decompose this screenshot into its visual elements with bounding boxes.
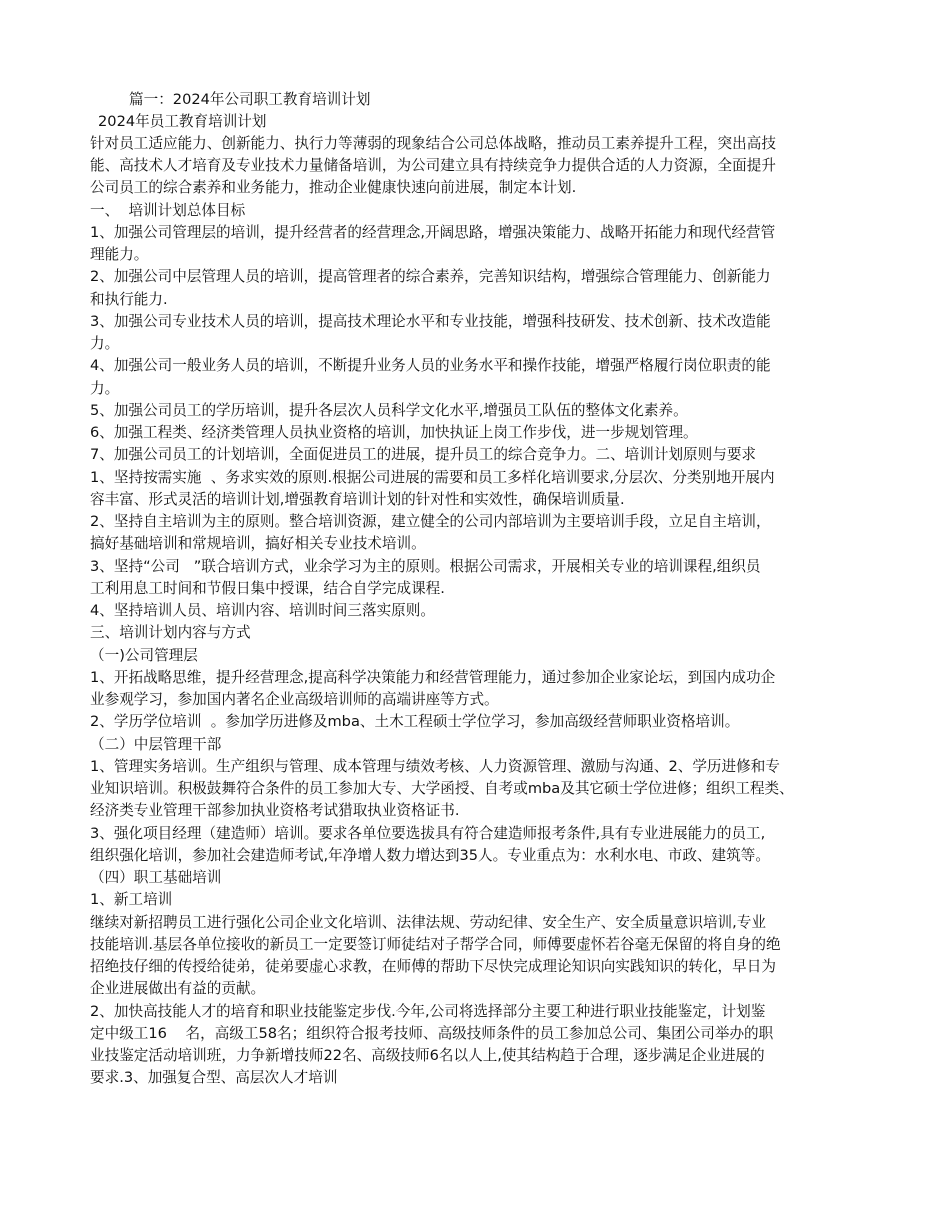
paragraph-line: 力。	[90, 335, 120, 352]
paragraph-line: 1、新工培训	[90, 891, 173, 908]
paragraph-line: 4、加强公司一般业务人员的培训，不断提升业务人员的业务水平和操作技能，增强严格履行岗位职责的能	[90, 357, 771, 374]
paragraph-line: 3、加强公司专业技术人员的培训，提高技术理论水平和专业技能，增强科技研发、技术创新、技术改造能	[90, 313, 771, 330]
paragraph-line: 经济类专业管理干部参加执业资格考试猎取执业资格证书.	[90, 802, 460, 819]
paragraph-line: 和执行能力.	[90, 291, 168, 308]
paragraph-line: 业参观学习，参加国内著名企业高级培训师的高端讲座等方式。	[90, 691, 499, 708]
paragraph-line: 2、加快高技能人才的培育和职业技能鉴定步伐.今年,公司将选择部分主要工种进行职业技能鉴定，计划鉴	[90, 1003, 766, 1020]
document-heading: 篇一：2024年公司职工教育培训计划	[129, 91, 371, 108]
paragraph-line: 2、坚持自主培训为主的原则。整合培训资源，建立健全的公司内部培训为主要培训手段，立足自主培训，	[90, 513, 771, 530]
paragraph-line: 1、开拓战略思维，提升经营理念,提高科学决策能力和经营管理能力，通过参加企业家论坛，到国内成功企	[90, 669, 776, 686]
paragraph-line: 技能培训.基层各单位接收的新员工一定要签订师徒结对子帮学合同，师傅要虚怀若谷毫无保留的将自身的绝	[90, 936, 781, 953]
paragraph-line: 3、坚持“公司 ”联合培训方式，业余学习为主的原则。根据公司需求，开展相关专业的培训课程,组织员	[90, 558, 761, 575]
section-heading: 三、培训计划内容与方式	[90, 624, 251, 641]
paragraph-line: 2、学历学位培训 。参加学历进修及mba、土木工程硕士学位学习，参加高级经营师职业资格培训。	[90, 713, 740, 730]
section-heading: 一、 培训计划总体目标	[90, 202, 246, 219]
paragraph-line: 7、加强公司员工的计划培训，全面促进员工的进展，提升员工的综合竞争力。二、培训计划原则与要求	[90, 446, 757, 463]
paragraph-line: 2、加强公司中层管理人员的培训，提高管理者的综合素养，完善知识结构，增强综合管理能力、创新能力	[90, 268, 771, 285]
paragraph-line: 力。	[90, 380, 120, 397]
paragraph-line: 公司员工的综合素养和业务能力，推动企业健康快速向前进展，制定本计划.	[90, 179, 577, 196]
subsection-heading: （二）中层管理干部	[90, 736, 222, 753]
paragraph-line: 1、坚持按需实施 、务求实效的原则.根据公司进展的需要和员工多样化培训要求,分层次、分类别地开展内	[90, 469, 775, 486]
paragraph-line: 招绝技仔细的传授给徒弟，徒弟要虚心求教，在师傅的帮助下尽快完成理论知识向实践知识的转化，早日为	[90, 958, 776, 975]
paragraph-line: 企业进展做出有益的贡献。	[90, 980, 266, 997]
paragraph-line: 理能力。	[90, 246, 149, 263]
paragraph-line: 工利用息工时间和节假日集中授课，结合自学完成课程.	[90, 580, 445, 597]
paragraph-line: 6、加强工程类、经济类管理人员执业资格的培训，加快执证上岗工作步伐，进一步规划管理。	[90, 424, 698, 441]
subsection-heading: （四）职工基础培训	[90, 869, 222, 886]
paragraph-line: 3、强化项目经理（建造师）培训。要求各单位要选拔具有符合建造师报考条件,具有专业进展能力的员工,	[90, 825, 766, 842]
paragraph-line: 继续对新招聘员工进行强化公司企业文化培训、法律法规、劳动纪律、安全生产、安全质量意识培训,专业	[90, 914, 766, 931]
subsection-heading: （一)公司管理层	[90, 647, 198, 664]
paragraph-line: 针对员工适应能力、创新能力、执行力等薄弱的现象结合公司总体战略，推动员工素养提升工程，突出高技	[90, 135, 776, 152]
paragraph-line: 1、管理实务培训。生产组织与管理、成本管理与绩效考核、人力资源管理、激励与沟通、2、学历进修和专	[90, 758, 780, 775]
paragraph-line: 要求.3、加强复合型、高层次人才培训	[90, 1069, 338, 1086]
paragraph-line: 组织强化培训，参加社会建造师考试,年净增人数力增达到35人。专业重点为：水利水电、市政、建筑等。	[90, 847, 770, 864]
paragraph-line: 1、加强公司管理层的培训，提升经营者的经营理念,开阔思路，增强决策能力、战略开拓能力和现代经营管	[90, 224, 776, 241]
paragraph-line: 定中级工16 名，高级工58名；组织符合报考技师、高级技师条件的员工参加总公司、集团公司举办的职	[90, 1025, 774, 1042]
paragraph-line: 业知识培训。积极鼓舞符合条件的员工参加大专、大学函授、自考或mba及其它硕士学位进修；组织工程类、	[90, 780, 794, 797]
paragraph-line: 5、加强公司员工的学历培训，提升各层次人员科学文化水平,增强员工队伍的整体文化素养。	[90, 402, 688, 419]
paragraph-line: 能、高技术人才培育及专业技术力量储备培训，为公司建立具有持续竞争力提供合适的人力资源，全面提升	[90, 157, 776, 174]
paragraph-line: 容丰富、形式灵活的培训计划,增强教育培训计划的针对性和实效性，确保培训质量.	[90, 491, 625, 508]
paragraph-line: 搞好基础培训和常规培训，搞好相关专业技术培训。	[90, 535, 426, 552]
document-subheading: 2024年员工教育培训计划	[98, 113, 267, 130]
paragraph-line: 业技鉴定活动培训班，力争新增技师22名、高级技师6名以人上,使其结构趋于合理，逐步满足企业进展的	[90, 1047, 765, 1064]
paragraph-line: 4、坚持培训人员、培训内容、培训时间三落实原则。	[90, 602, 435, 619]
